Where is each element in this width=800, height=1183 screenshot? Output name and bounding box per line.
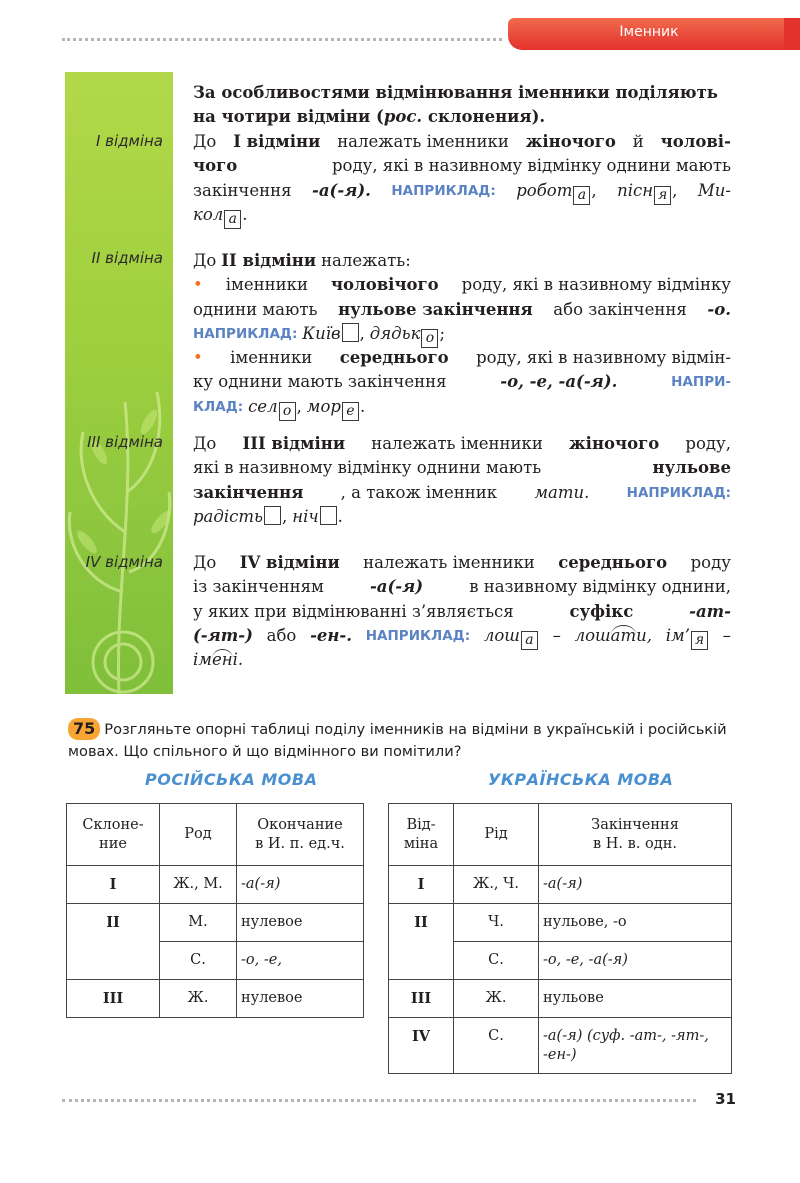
term: нульове [652,458,731,478]
table-cell: -а(-я) [241,876,281,892]
suffix: -ат- [689,601,731,621]
green-side-band [65,72,173,694]
example-word: ім’ [665,625,690,645]
table-cell: Ж., Ч. [454,866,539,904]
text: роду, [685,434,731,453]
term: закінчення [193,482,304,502]
declension-label-3: ІІІ відміна [87,433,163,451]
table-cell: -а(-я) (суф. -ат-, -ят-, -ен-) [543,1027,709,1063]
text: . [337,506,343,526]
table-header: Закінчення в Н. в. одн. [539,804,732,866]
table-cell: нульове, -о [539,904,732,942]
ending-box: о [282,402,292,419]
example-word: дядьк [369,323,421,343]
example-word: мати. [534,482,590,502]
ukrainian-table-title: УКРАЇНСЬКА МОВА [488,770,674,789]
table-cell: нульове [539,980,732,1018]
term: чого [193,156,238,176]
russian-table-title: РОСІЙСЬКА МОВА [145,770,318,789]
ending: -а(-я). [312,180,371,200]
text: ку однини мають закінчення [193,372,447,392]
example-word: ніч [292,506,319,526]
term: жіночого [569,434,660,453]
page-number: 31 [715,1090,736,1108]
declension-3-paragraph: До ІІІ відміни належать іменники жіночого роду, які в називному відмінку однини мають нульове закінчення , а також іменник мати. НАПРИКЛАД: радість , ніч . [193,434,731,526]
bottom-dotted-rule [62,1099,696,1102]
ending-box: я [657,186,668,203]
example-word: Київ [302,323,341,343]
suffix: -ен-. [310,625,353,645]
ending-box: а [228,210,237,227]
example-word: сел [248,396,278,416]
dash: – [552,625,561,645]
empty-ending-box [342,323,359,342]
term: середнього [558,553,668,572]
ending-box: я [694,631,705,648]
term: ІІІ відміни [242,434,346,453]
table-row [67,866,364,904]
ending: -о. [707,299,731,319]
table-cell: ІV [389,1018,454,1074]
table-header: Род [160,804,237,866]
text: однини мають [193,299,318,319]
example-word: робот [516,180,573,200]
example-word: лош [483,625,520,645]
example-word: Ми- [697,180,731,200]
table-cell: І [389,866,454,904]
text: іменники [230,348,313,368]
term: середнього [339,348,449,368]
table-cell: -о, -е, -а(-я) [543,952,628,968]
text: або [266,625,297,645]
suffix: (-ят-) [193,625,253,645]
term: чоловічого [330,275,439,295]
table-row [389,866,732,904]
suffix-arc: ен [211,650,233,670]
table-cell: С. [454,942,539,980]
table-header: Окончание в И. п. ед.ч. [237,804,364,866]
example-word: радість [193,506,264,526]
term: ІІ відміни [221,251,317,270]
example-word: і. [232,650,244,670]
table-cell: III [67,980,160,1018]
text: До [193,434,217,453]
table-cell: -а(-я) [543,876,583,892]
text: . [359,396,366,416]
declension-label-2: ІІ відміна [91,249,163,267]
table-row [67,904,364,942]
table-cell: С. [160,942,237,980]
intro-skl: склонения). [427,107,546,127]
section-tab-label: Іменник [619,24,679,40]
example-word: пісн [617,180,654,200]
table-cell: С. [454,1018,539,1074]
exercise-75 [68,718,736,763]
example-word: лош [574,625,611,645]
top-dotted-rule [62,38,502,41]
table-cell: Ж., М. [160,866,237,904]
example-label: НАПРИ- [671,374,731,391]
text: роду [690,553,731,572]
intro-text: на чотири [193,107,291,127]
table-cell: -о, -е, [241,952,282,968]
text: , а також іменник [340,482,498,502]
table-cell: II [67,904,160,980]
text: у яких при відмінюванні з’являється [193,601,514,621]
ending-box: а [577,186,587,203]
term: І відміни [233,132,321,151]
suffix-arc: ат [610,625,637,645]
table-header: Рід [454,804,539,866]
example-label: НАПРИКЛАД: [193,325,298,342]
declension-label-4: ІV відміна [85,553,163,571]
table-cell: I [67,866,160,904]
table-cell: нулевое [237,904,364,942]
text: роду, які в називному відмінку однини мають [331,156,731,176]
table-header: Склоне- ние [67,804,160,866]
table-cell: ІІ [389,904,454,980]
table-cell: Ж. [454,980,539,1018]
table-cell: ІІІ [389,980,454,1018]
example-label: КЛАД: [193,398,244,415]
example-label: НАПРИКЛАД: [626,484,731,501]
table-row [389,904,732,942]
declension-label-1: І відміна [95,132,163,150]
bullet-icon: • [193,275,203,295]
text: в називному відмінку однини, [469,577,731,597]
intro-ros: рос. [383,107,423,127]
bullet-icon: • [193,348,203,368]
text: До [193,251,217,270]
table-cell: Ч. [454,904,539,942]
example-word: и, [636,625,653,645]
text: які в називному відмінку однини мають [193,458,542,478]
dash: – [722,625,731,645]
example-word: мор [306,396,341,416]
text: закінчення [193,180,292,200]
table-cell: М. [160,904,237,942]
example-word: кол [193,204,224,224]
table-row [389,1018,732,1074]
ending-box: е [346,402,355,419]
text: роду, які в називному відмін- [476,348,731,368]
ending-box: а [525,631,534,648]
term: жіночого [525,132,616,151]
russian-declension-table [66,803,364,1018]
text: або закінчення [553,299,687,319]
text: й [632,132,644,151]
intro-line-1: За особливостями відмінювання іменники поділяють [193,83,718,102]
declension-2-paragraph: До ІІ відміни належать: • іменники чоловічого роду, які в називному відмінку однини мають нульове закінчення або закінчення -о. НАПРИКЛАД: Київ , дядьк о ; • іменники середнього роду, які в називному відмін- ку однини мають закінчення -о, -е, -а(-я). НАПРИ- КЛАД: сел о , мор е . [193,251,731,419]
declension-4-paragraph [193,551,731,672]
text: роду, які в називному відмінку [461,275,731,295]
term: ІV відміни [239,553,340,572]
exercise-text: Розгляньте опорні таблиці поділу іменників на відміни в українській і російській мовах. Що спільного й що відмінного ви помітили? [68,721,727,760]
empty-ending-box [264,506,281,525]
table-row [389,980,732,1018]
text: іменники [225,275,308,295]
ukrainian-declension-table [388,803,732,1074]
example-label: НАПРИКЛАД: [365,627,471,644]
ending: -о, -е, -а(-я). [500,372,618,392]
text: До [193,553,217,572]
text: . [242,204,248,224]
term: чолові- [660,132,731,151]
ending: -а(-я) [369,577,424,597]
example-label: НАПРИКЛАД: [391,182,496,199]
table-cell: нулевое [237,980,364,1018]
term: нульове закінчення [338,299,533,319]
intro-paragraph [193,81,731,130]
exercise-number-badge: 75 [68,718,100,740]
section-tab [508,18,790,50]
text: належать: [321,251,411,270]
empty-ending-box [320,506,337,525]
text: належать іменники [337,132,509,151]
term: суфікс [569,601,634,621]
table-header: Від- міна [389,804,454,866]
declension-1-paragraph: До І відміни належать іменники жіночого й чолові- чого роду, які в називному відмінку однини мають закінчення -а(-я). НАПРИКЛАД: робот а , пісн я , Ми- кол а . [193,132,731,227]
intro-paren: ( [376,107,384,127]
example-word: ім [193,650,212,670]
ending-box: о [425,329,435,346]
text: До [193,132,217,151]
table-row [67,980,364,1018]
text: належать іменники [363,553,535,572]
table-cell: Ж. [160,980,237,1018]
leaf-ornament-icon [65,72,173,694]
text: належать іменники [371,434,543,453]
text: із закінченням [193,577,324,597]
intro-term: відміни [296,107,371,127]
section-tab-edge [784,18,800,50]
